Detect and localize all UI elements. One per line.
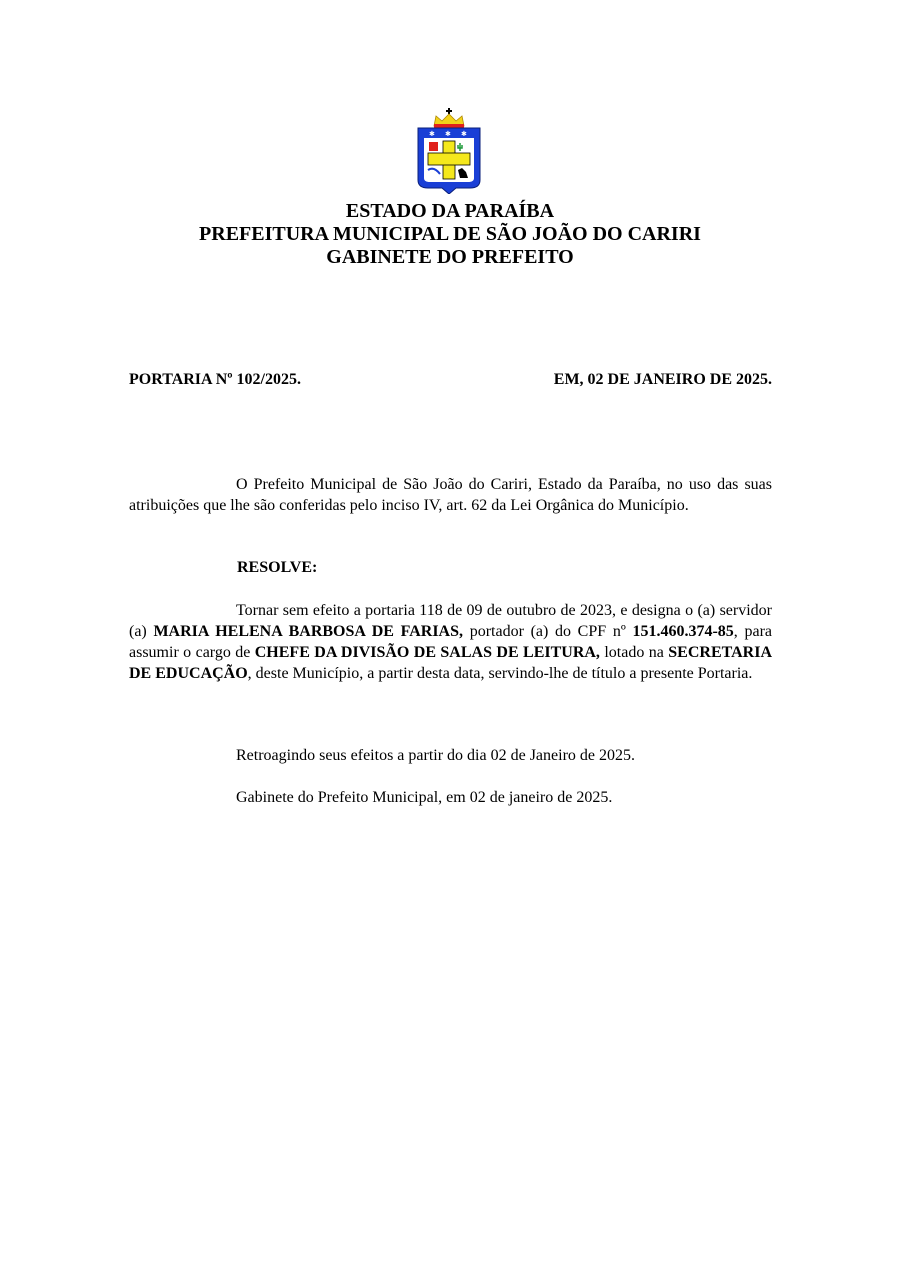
retroactive-line: Retroagindo seus efeitos a partir do dia 02 de Janeiro de 2025. bbox=[236, 747, 635, 764]
servant-name: MARIA HELENA BARBOSA DE FARIAS, bbox=[153, 623, 464, 640]
header-municipality: PREFEITURA MUNICIPAL DE SÃO JOÃO DO CARIRI bbox=[199, 223, 701, 245]
main-text-3: , para assumir o cargo de bbox=[129, 623, 773, 661]
svg-text:✱: ✱ bbox=[461, 130, 467, 138]
header-office: GABINETE DO PREFEITO bbox=[326, 246, 574, 268]
svg-text:✱: ✱ bbox=[445, 130, 451, 138]
main-text-2: portador (a) do CPF nº bbox=[463, 623, 633, 640]
svg-text:✱: ✱ bbox=[429, 130, 435, 138]
servant-cpf: 151.460.374-85 bbox=[632, 623, 734, 640]
closing-line: Gabinete do Prefeito Municipal, em 02 de janeiro de 2025. bbox=[236, 789, 613, 806]
main-text-1: Tornar sem efeito a portaria 118 de 09 de outubro de 2023, e designa o (a) servidor (a) bbox=[129, 602, 772, 640]
intro-paragraph: O Prefeito Municipal de São João do Cariri, Estado da Paraíba, no uso das suas atribuições que lhe são conferidas pelo inciso IV, art. 62 da Lei Orgânica do Município. bbox=[129, 476, 772, 514]
portaria-number: PORTARIA Nº 102/2025. bbox=[129, 371, 301, 388]
main-text-4: lotado na bbox=[599, 644, 669, 661]
main-paragraph bbox=[129, 600, 772, 684]
portaria-date: EM, 02 DE JANEIRO DE 2025. bbox=[553, 371, 772, 388]
secretariat-name: SECRETARIA DE EDUCAÇÃO bbox=[129, 644, 772, 682]
header-state: ESTADO DA PARAÍBA bbox=[345, 200, 555, 222]
main-text-5: , deste Município, a partir desta data, servindo-lhe de título a presente Portaria. bbox=[247, 665, 753, 682]
municipal-crest-icon bbox=[414, 108, 484, 194]
position-title: CHEFE DA DIVISÃO DE SALAS DE LEITURA, bbox=[254, 644, 600, 661]
resolve-heading: RESOLVE: bbox=[237, 559, 318, 576]
document-header bbox=[0, 200, 900, 269]
